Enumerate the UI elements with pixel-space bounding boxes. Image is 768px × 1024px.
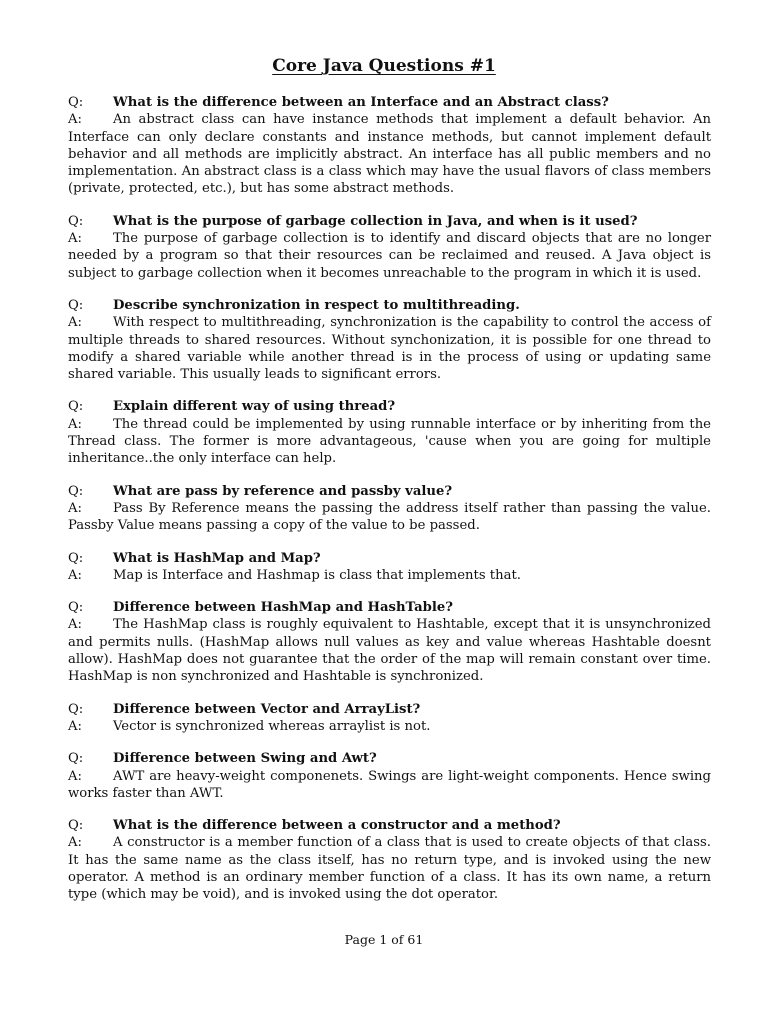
question-prefix: Q: xyxy=(68,297,84,313)
qa-item xyxy=(68,94,711,198)
answer-paragraph xyxy=(68,616,711,685)
answer-paragraph xyxy=(68,567,711,584)
answer-prefix: A: xyxy=(68,835,82,851)
answer-text: AWT are heavy-weight componenets. Swings are light-weight components. Hence swing works faster than AWT. xyxy=(68,768,711,801)
answer-paragraph xyxy=(68,718,711,735)
page-footer: Page 1 of 61 xyxy=(344,932,424,947)
question-prefix: Q: xyxy=(68,399,84,415)
answer-prefix: A: xyxy=(68,416,82,432)
answer-prefix: A: xyxy=(68,231,82,247)
question-text: Difference between Swing and Awt? xyxy=(113,751,377,767)
answer-text: With respect to multithreading, synchronization is the capability to control the access of multiple threads to shared resources. Without synchonization, it is possible for one thread to modify a shared variable while another thread is in the process of using or updating same shared variable. This usually leads to significant errors. xyxy=(68,315,711,383)
answer-prefix: A: xyxy=(68,112,82,128)
question-line xyxy=(68,213,711,230)
qa-item xyxy=(68,398,711,467)
question-line xyxy=(68,750,711,767)
question-text: Difference between HashMap and HashTable? xyxy=(113,600,453,616)
question-prefix: Q: xyxy=(68,213,84,229)
answer-paragraph xyxy=(68,768,711,803)
question-line xyxy=(68,550,711,567)
answer-paragraph xyxy=(68,314,711,383)
question-prefix: Q: xyxy=(68,95,84,110)
question-prefix: Q: xyxy=(68,600,84,616)
answer-prefix: A: xyxy=(68,768,82,784)
qa-item xyxy=(68,213,711,282)
answer-text: An abstract class can have instance methods that implement a default behavior. An Interface can only declare constants and instance methods, but cannot implement default behavior and all methods are implicitly abstract. An interface has all public members and no implementation. An abstract class is a class which may have the usual flavors of class members (private, protected, etc.), but has some abstract methods. xyxy=(68,112,711,197)
qa-item xyxy=(68,599,711,685)
question-text: Describe synchronization in respect to multithreading. xyxy=(113,297,520,313)
answer-text: The HashMap class is roughly equivalent to Hashtable, except that it is unsynchronized and permits nulls. (HashMap allows null values as key and value whereas Hashtable doesnt allow). HashMap does not guarantee that the order of the map will remain constant over time. HashMap is non synchronized and Hashtable is synchronized. xyxy=(68,617,711,685)
question-line xyxy=(68,817,711,834)
question-prefix: Q: xyxy=(68,818,84,834)
qa-item xyxy=(68,701,711,736)
qa-item xyxy=(68,817,711,903)
answer-prefix: A: xyxy=(68,718,82,734)
question-line xyxy=(68,297,711,314)
question-prefix: Q: xyxy=(68,550,84,566)
question-prefix: Q: xyxy=(68,701,84,717)
qa-item xyxy=(68,750,711,802)
question-line xyxy=(68,701,711,718)
answer-paragraph xyxy=(68,416,711,468)
question-line xyxy=(68,483,711,500)
question-text: What is the difference between an Interface and an Abstract class? xyxy=(113,95,609,110)
answer-paragraph xyxy=(68,834,711,903)
answer-text: Vector is synchronized whereas arraylist is not. xyxy=(113,718,431,734)
question-text: Explain different way of using thread? xyxy=(113,399,396,415)
answer-text: Pass By Reference means the passing the address itself rather than passing the value. Passby Value means passing a copy of the value to be passed. xyxy=(68,500,711,534)
page-title: Core Java Questions #1 xyxy=(272,56,496,76)
answer-paragraph xyxy=(68,111,711,197)
question-text: Difference between Vector and ArrayList? xyxy=(113,701,421,717)
question-line xyxy=(68,398,711,415)
question-prefix: Q: xyxy=(68,483,84,499)
question-line xyxy=(68,94,711,111)
question-text: What is the difference between a constructor and a method? xyxy=(113,818,561,834)
question-line xyxy=(68,599,711,616)
question-text: What is HashMap and Map? xyxy=(113,550,321,566)
answer-prefix: A: xyxy=(68,500,82,516)
answer-text: The thread could be implemented by using runnable interface or by inheriting from the Thread class. The former is more advantageous, 'cause when you are going for multiple inheritance..the only interface can help. xyxy=(68,416,711,467)
answer-prefix: A: xyxy=(68,617,82,633)
answer-text: The purpose of garbage collection is to identify and discard objects that are no longer needed by a program so that their resources can be reclaimed and reused. A Java object is subject to garbage collection when it becomes unreachable to the program in which it is used. xyxy=(68,231,711,281)
answer-prefix: A: xyxy=(68,567,82,583)
qa-item xyxy=(68,483,711,535)
qa-item xyxy=(68,297,711,383)
answer-text: Map is Interface and Hashmap is class that implements that. xyxy=(113,567,521,583)
answer-paragraph xyxy=(68,230,711,282)
answer-text: A constructor is a member function of a class that is used to create objects of that class. It has the same name as the class itself, has no return type, and is invoked using the new operator. A method is an ordinary member function of a class. It has its own name, a return type (which may be void), and is invoked using the dot operator. xyxy=(68,835,711,903)
answer-paragraph xyxy=(68,500,711,535)
qa-list xyxy=(68,94,711,919)
question-text: What are pass by reference and passby value? xyxy=(113,483,453,499)
qa-item xyxy=(68,550,711,585)
question-prefix: Q: xyxy=(68,751,84,767)
answer-prefix: A: xyxy=(68,315,82,331)
question-text: What is the purpose of garbage collection in Java, and when is it used? xyxy=(113,213,638,229)
